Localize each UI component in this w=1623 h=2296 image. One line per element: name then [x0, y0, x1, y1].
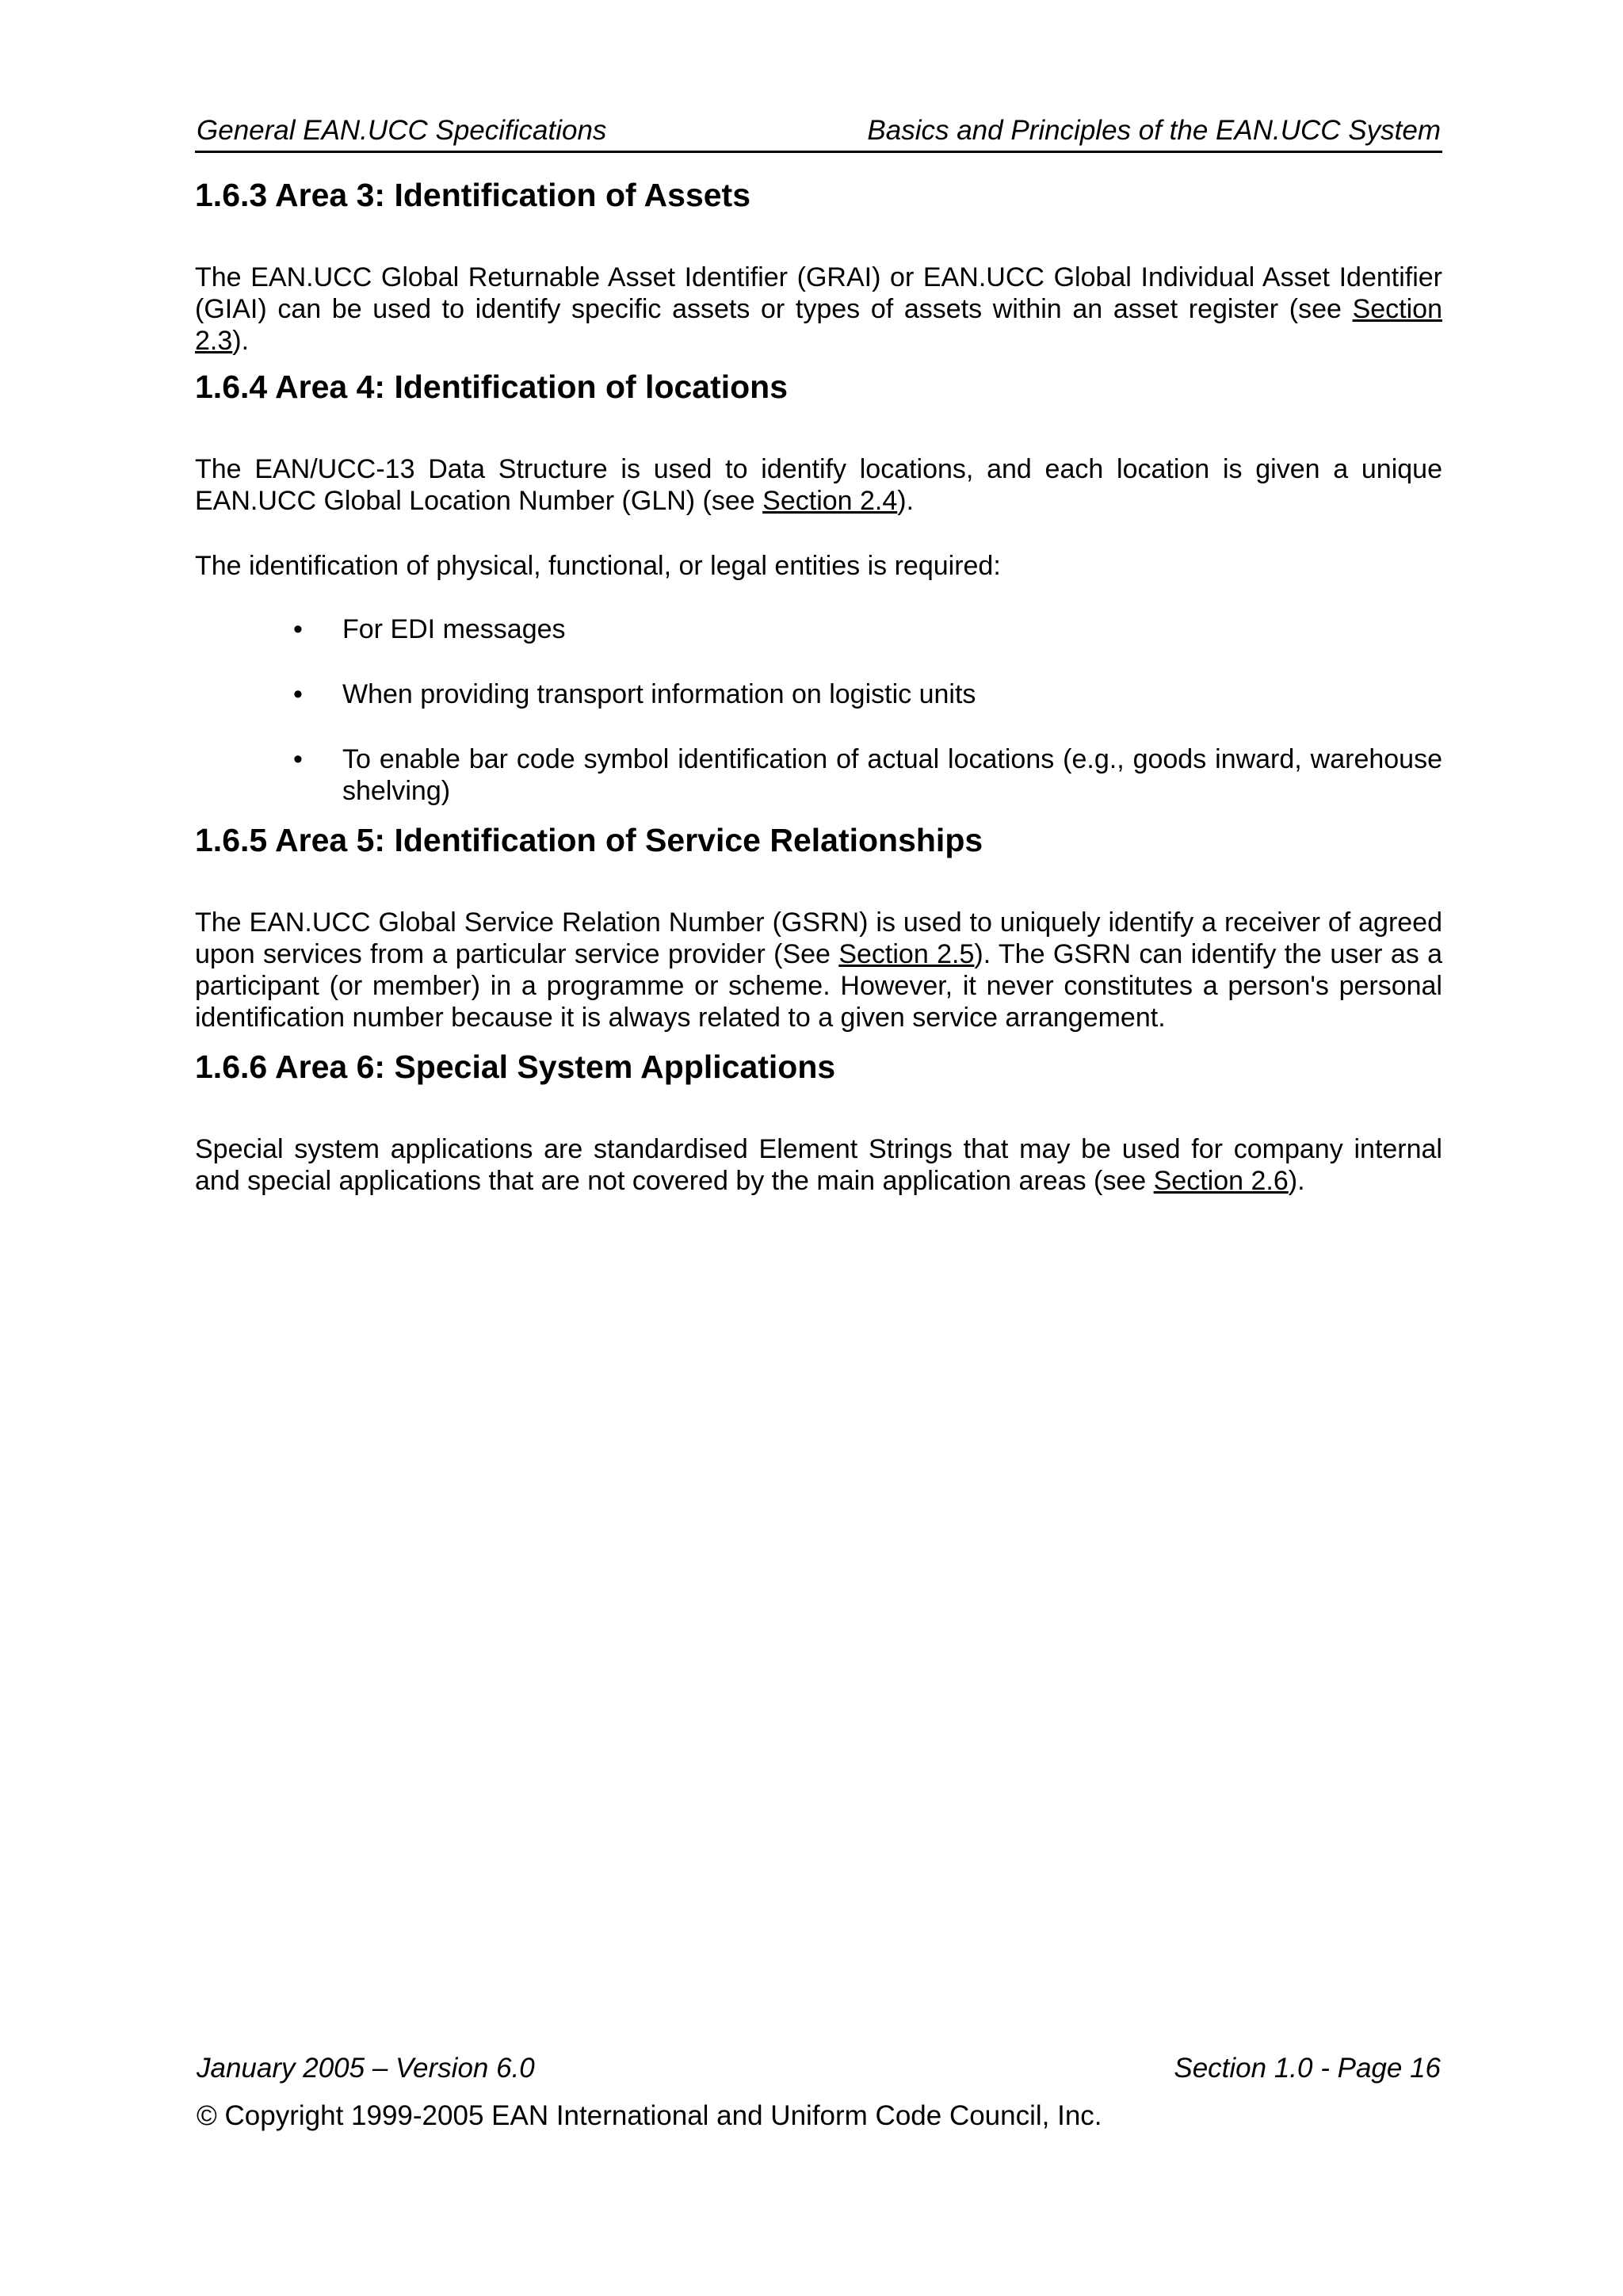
paragraph-service [195, 907, 1442, 1033]
paragraph-locations-gln [195, 453, 1442, 517]
list-item [195, 743, 1442, 807]
page-footer [195, 2051, 1442, 2134]
header-document-title: General EAN.UCC Specifications [197, 115, 607, 146]
heading-area-5-service: 1.6.5 Area 5: Identification of Service Relationships [195, 822, 983, 858]
list-item-text: When providing transport information on logistic units [342, 679, 976, 709]
header-chapter-title: Basics and Principles of the EAN.UCC System [867, 115, 1441, 146]
footer-copyright: © Copyright 1999-2005 EAN International and Uniform Code Council, Inc. [197, 2100, 1102, 2131]
heading-area-6-special: 1.6.6 Area 6: Special System Applications [195, 1049, 836, 1085]
page-content [195, 171, 1442, 1197]
bullet-icon: • [293, 614, 303, 644]
paragraph-assets-text: The EAN.UCC Global Returnable Asset Identifier (GRAI) or EAN.UCC Global Individual Asset Identifier (GIAI) can be used to identify specific assets or types of assets within an asset register (see [195, 262, 1442, 324]
footer-row [195, 2051, 1442, 2086]
heading-area-3-assets: 1.6.3 Area 3: Identification of Assets [195, 177, 751, 213]
list-item [195, 678, 1442, 710]
link-section-2-6[interactable]: Section 2.6 [1153, 1166, 1289, 1196]
page-header [195, 111, 1442, 153]
link-section-2-5[interactable]: Section 2.5 [838, 939, 975, 969]
paragraph-locations-end: ). [897, 486, 915, 516]
link-section-2-3[interactable]: Section 2.3 [195, 294, 1442, 356]
list-item-text: To enable bar code symbol identification of actual locations (e.g., goods inward, warehouse shelving) [342, 744, 1442, 806]
bullet-list-locations [195, 613, 1442, 807]
paragraph-service-end: ). The GSRN can identify the user as a participant (or member) in a programme or scheme. However, it never constitutes a person's personal identification number because it is always related to a given service arrangement. [195, 939, 1443, 1033]
footer-version: January 2005 – Version 6.0 [197, 2053, 535, 2084]
paragraph-locations-entities: The identification of physical, functional, or legal entities is required: [195, 551, 1001, 581]
paragraph-locations-text: The EAN/UCC-13 Data Structure is used to identify locations, and each location is given a unique EAN.UCC Global Location Number (GLN) (see [195, 454, 1442, 516]
bullet-icon: • [293, 679, 303, 709]
paragraph-special [195, 1133, 1442, 1197]
list-item [195, 613, 1442, 645]
link-section-2-4[interactable]: Section 2.4 [762, 486, 898, 516]
paragraph-special-text: Special system applications are standardised Element Strings that may be used for company internal and special applications that are not covered by the main application areas (see [195, 1134, 1442, 1196]
paragraph-assets-end: ). [232, 326, 250, 356]
paragraph-special-end: ). [1288, 1166, 1305, 1196]
heading-area-4-locations: 1.6.4 Area 4: Identification of locations [195, 369, 789, 405]
list-item-text: For EDI messages [342, 614, 566, 644]
paragraph-service-text: The EAN.UCC Global Service Relation Number (GSRN) is used to uniquely identify a receiver of agreed upon services from a particular service provider (See [195, 907, 1442, 969]
bullet-icon: • [293, 744, 303, 774]
footer-page-number: Section 1.0 - Page 16 [1174, 2053, 1441, 2084]
paragraph-assets [195, 262, 1442, 357]
